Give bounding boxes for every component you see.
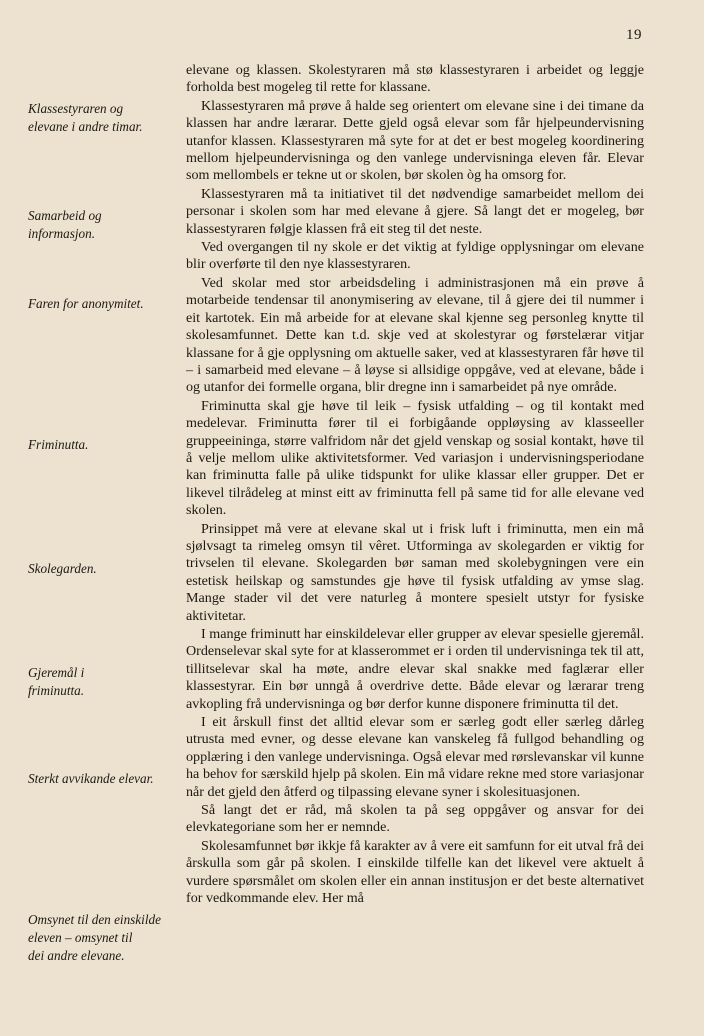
page-number: 19 xyxy=(626,27,642,43)
paragraph: Klassestyraren må prøve å halde seg orientert om elevane sine i dei timane da klassen har andre lærarar. Dette gjeld også elevar som får hjelpeundervisning utanfor klassen. Klassestyraren må syte for at det er best mogeleg koordinering mellom hjelpeundervisninga og den vanlege undervisninga eleven får. Elevar som mellombels er tekne ut or skolen, bør skolen òg ha omsorg for. xyxy=(186,97,644,184)
margin-note-omsynet: Omsynet til den einskilde eleven – omsynet til dei andre elevane. xyxy=(28,912,161,963)
paragraph: Ved skolar med stor arbeidsdeling i administrasjonen må ein prøve å motarbeide tendensar til anonymisering av elevane, til å gjere dei til nummer i eit kartotek. Ein må arbeide for at elevane skal kjenne seg personleg knytte til skolesamfunnet. Dette kan t.d. skje ved at skolestyrar og førstelærar vitjar klassane for å gje opplysning om aktuelle saker, ved at klassestyraren får høve til – i samarbeid med elevane – å løyse si allsidige oppgåve, ved at elevane, både i og utanfor dei formelle organa, blir dregne inn i samarbeidet på nye område. xyxy=(186,274,644,396)
paragraph: I mange friminutt har einskildelevar eller grupper av elevar spesielle gjeremål. Ordenselevar skal syte for at klasserommet er i orden til undervisninga tek til att, tillitselevar skal ha møte, andre elevar skal snakke med faglærar eller klassestyrar. Ein bør unngå å overdrive dette. Både elevar og lærarar treng avkopling frå undervisninga og bør derfor kunne disponere friminutta til det. xyxy=(186,626,644,712)
margin-note-skolegarden: Skolegarden. xyxy=(28,561,97,576)
paragraph: Skolesamfunnet bør ikkje få karakter av å vere eit samfunn for eit utval frå dei årskulla som går på skolen. I einskilde tilfelle kan det likevel vere aktuelt å vurdere spørsmålet om skolen eller ein annan institusjon er det beste alternativet for vedkommande elev. Her må xyxy=(186,837,644,907)
margin-note-samarbeid: Samarbeid og informasjon. xyxy=(28,208,102,241)
paragraph: Ved overgangen til ny skole er det viktig at fyldige opplysningar om elevane blir overførte til den nye klassestyraren. xyxy=(186,239,644,273)
paragraph: I eit årskull finst det alltid elevar som er særleg godt eller særleg dårleg utrusta med evner, og desse elevane kan vanskeleg få fullgod behandling og opplæring i den vanlege undervisninga. Også elevar med rørslevanskar vil kunne ha behov for særskild hjelp på skolen. Ein må vidare rekne med store variasjonar når det gjeld den åtferd og tilpassing elevane syner i skolesituasjonen. xyxy=(186,714,644,800)
paragraph: Prinsippet må vere at elevane skal ut i frisk luft i friminutta, men ein må sjølvsagt ta rimeleg omsyn til vêret. Utforminga av skolegarden er viktig for trivselen til elevane. Skolegarden bør saman med skolebygningen vere ein estetisk heilskap og samstundes gje høve til fysisk utfalding av ymse slag. Mange stader vil det vere naturleg å montere spesielt utstyr for fysiske aktivitetar. xyxy=(186,520,644,624)
margin-note-friminutta: Friminutta. xyxy=(28,437,89,452)
paragraph: Friminutta skal gje høve til leik – fysisk utfalding – og til kontakt med medelevar. Friminutta fører til ei forbigåande oppløysing av klasseeller gruppeeininga, større valfridom når det gjeld venskap og sosial kontakt, høve til å velje mellom ulike aktivitetsformer. Ved variasjon i undervisningsperiodane kan friminutta falle på ulike tidspunkt for ulike klassar eller grupper. Det er likevel tilrådeleg at minst eitt av friminutta fell på same tid for alle elevane ved skolen. xyxy=(186,397,644,519)
paragraph: Klassestyraren må ta initiativet til det nødvendige samarbeidet mellom dei personar i skolen som har med elevane å gjere. Så langt det er mogeleg, bør klassestyraren følgje klassen frå eit steg til det neste. xyxy=(186,185,644,237)
margin-note-gjeremal: Gjeremål i friminutta. xyxy=(28,665,85,698)
margin-note-avvikande-elevar: Sterkt avvikande elevar. xyxy=(28,771,154,786)
margin-note-klassestyraren: Klassestyraren og elevane i andre timar. xyxy=(28,101,143,134)
paragraph: Så langt det er råd, må skolen ta på seg oppgåver og ansvar for dei elevkategoriane som her er nemnde. xyxy=(186,802,644,836)
paragraph: elevane og klassen. Skolestyraren må stø klassestyraren i arbeidet og leggje forholda best mogeleg til rette for klassane. xyxy=(186,62,644,96)
margin-note-anonymitet: Faren for anonymitet. xyxy=(28,296,144,311)
body-text xyxy=(186,62,644,908)
